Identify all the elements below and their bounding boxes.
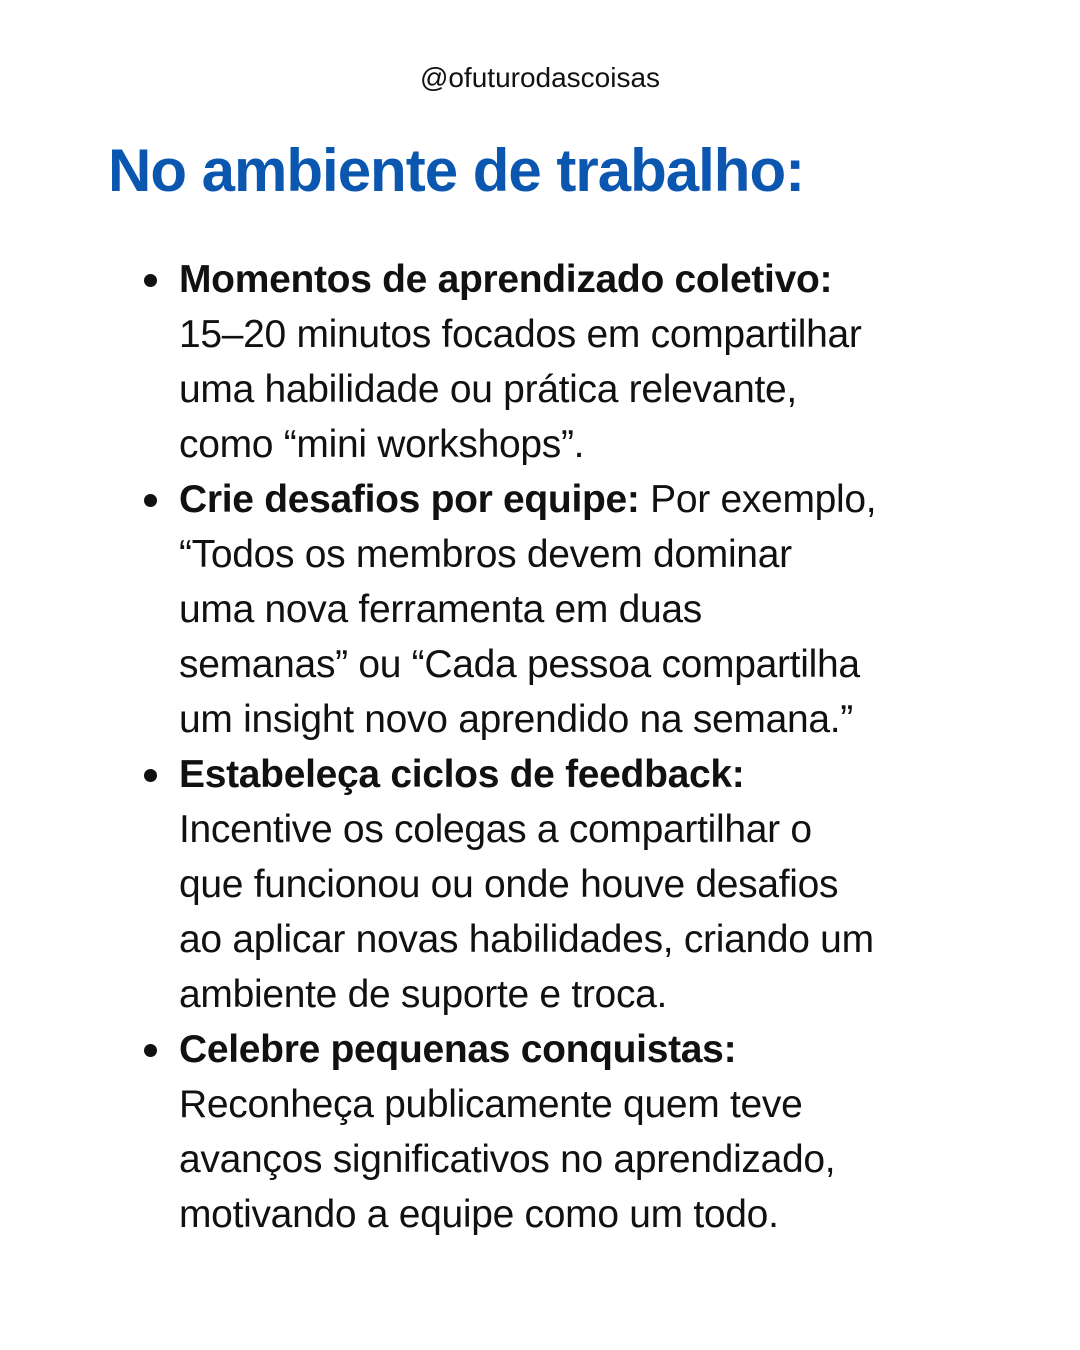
item-text-line: Incentive os colegas a compartilhar o bbox=[179, 808, 812, 851]
tips-list bbox=[0, 252, 1080, 1242]
item-heading: Estabeleça ciclos de feedback: bbox=[179, 753, 745, 796]
item-text-line: “Todos os membros devem dominar bbox=[179, 533, 792, 576]
item-text-line: motivando a equipe como um todo. bbox=[179, 1193, 779, 1236]
account-handle: @ofuturodascoisas bbox=[419, 62, 661, 93]
bullet-icon bbox=[144, 769, 157, 782]
item-heading: Celebre pequenas conquistas: bbox=[179, 1028, 737, 1071]
list-item-1 bbox=[0, 252, 1019, 472]
page-title: No ambiente de trabalho: bbox=[108, 137, 805, 204]
item-text-line: que funcionou ou onde houve desafios bbox=[179, 863, 839, 906]
item-text-line: uma nova ferramenta em duas bbox=[179, 588, 703, 631]
item-text-line: ao aplicar novas habilidades, criando um bbox=[179, 918, 874, 961]
item-heading: Momentos de aprendizado coletivo: bbox=[179, 258, 833, 301]
item-text-line: 15–20 minutos focados em compartilhar bbox=[179, 313, 862, 356]
bullet-icon bbox=[144, 494, 157, 507]
item-heading: Crie desafios por equipe: bbox=[179, 478, 640, 521]
item-lead-text: Por exemplo, bbox=[639, 478, 877, 521]
bullet-icon bbox=[144, 1044, 157, 1057]
item-text-line: Reconheça publicamente quem teve bbox=[179, 1083, 803, 1126]
item-text-line: semanas” ou “Cada pessoa compartilha bbox=[179, 643, 860, 686]
bullet-icon bbox=[144, 274, 157, 287]
item-text-line: como “mini workshops”. bbox=[179, 423, 585, 466]
list-item-2 bbox=[0, 472, 1019, 747]
item-text-line: ambiente de suporte e troca. bbox=[179, 973, 668, 1016]
list-item-4 bbox=[0, 1022, 1019, 1242]
list-item-3 bbox=[0, 747, 1019, 1022]
item-text-line: uma habilidade ou prática relevante, bbox=[179, 368, 797, 411]
item-text-line: um insight novo aprendido na semana.” bbox=[179, 698, 853, 741]
item-text-line: avanços significativos no aprendizado, bbox=[179, 1138, 836, 1181]
